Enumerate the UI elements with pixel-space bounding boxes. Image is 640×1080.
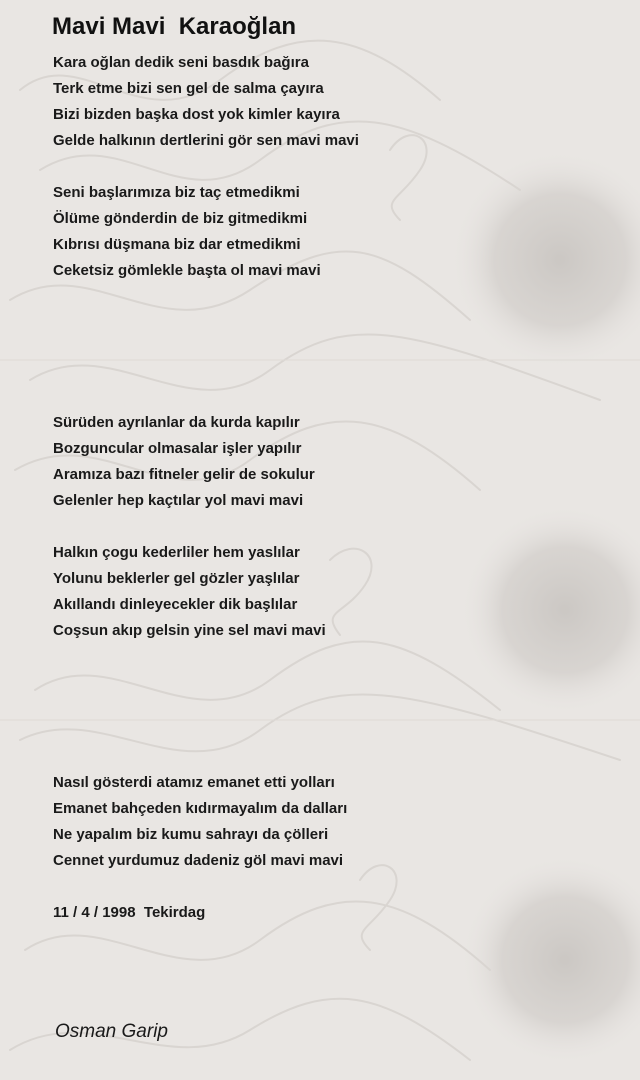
poem-line: Terk etme bizi sen gel de salma çayıra bbox=[53, 80, 324, 97]
poem-line: Sürüden ayrılanlar da kurda kapılır bbox=[53, 414, 300, 431]
poem-line: Ne yapalım biz kumu sahrayı da çölleri bbox=[53, 826, 329, 843]
poem-line: Seni başlarımıza biz taç etmedikmi bbox=[53, 184, 300, 201]
poem-line: Gelde halkının dertlerini gör sen mavi mavi bbox=[53, 132, 359, 149]
poem-line: Coşsun akıp gelsin yine sel mavi mavi bbox=[53, 622, 326, 639]
poem-line: Kıbrısı düşmana biz dar etmedikmi bbox=[53, 236, 301, 253]
poem-line: Cennet yurdumuz dadeniz göl mavi mavi bbox=[53, 852, 344, 869]
poem-line: Bozguncular olmasalar işler yapılır bbox=[53, 440, 302, 457]
poem-line: Gelenler hep kaçtılar yol mavi mavi bbox=[53, 492, 304, 509]
poem-line: Akıllandı dinleyecekler dik başlılar bbox=[53, 596, 298, 613]
poem-line: Ceketsiz gömlekle başta ol mavi mavi bbox=[53, 262, 321, 279]
poem-line: Kara oğlan dedik seni basdık bağıra bbox=[53, 54, 309, 71]
poem-title: Mavi Mavi Karaoğlan bbox=[52, 13, 297, 40]
poem-line: Emanet bahçeden kıdırmayalım da dalları bbox=[53, 800, 348, 817]
poem-line: Ölüme gönderdin de biz gitmedikmi bbox=[53, 210, 308, 227]
poem-line: Yolunu beklerler gel gözler yaşlılar bbox=[53, 570, 300, 587]
poem-line: Bizi bizden başka dost yok kimler kayıra bbox=[53, 106, 340, 123]
poem-author: Osman Garip bbox=[55, 1021, 168, 1042]
poem-line: Nasıl gösterdi atamız emanet etti yolları bbox=[53, 774, 335, 791]
poem-date-place: 11 / 4 / 1998 Tekirdag bbox=[53, 904, 206, 921]
poem-line: Aramıza bazı fitneler gelir de sokulur bbox=[53, 466, 315, 483]
poem-line: Halkın çogu kederliler hem yaslılar bbox=[53, 544, 300, 561]
